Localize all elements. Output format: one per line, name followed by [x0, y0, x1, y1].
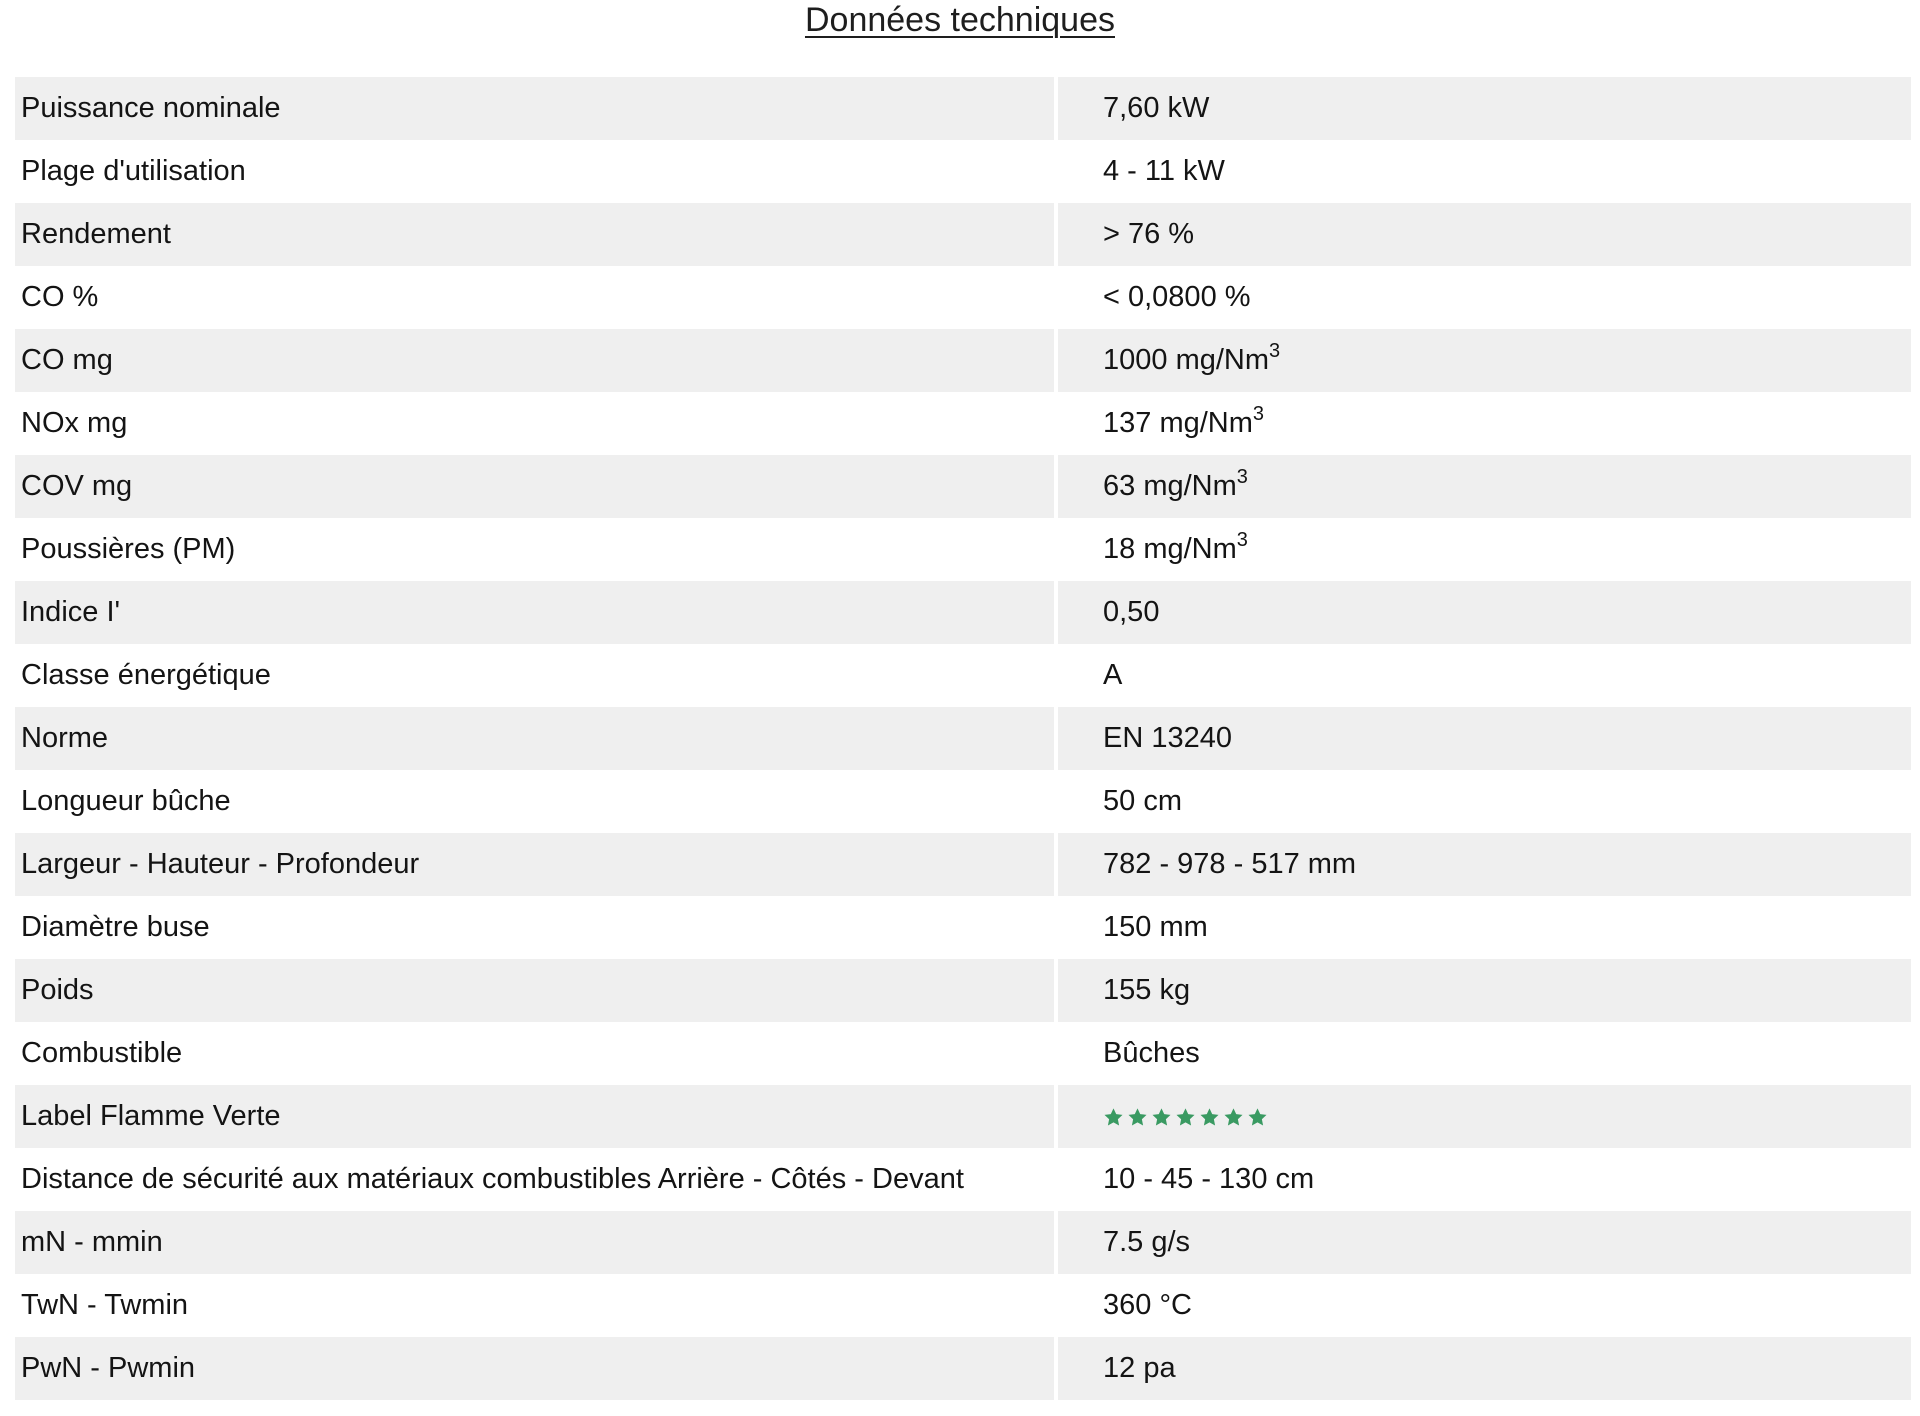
spec-label: Longueur bûche	[15, 770, 1056, 833]
spec-label: Classe énergétique	[15, 644, 1056, 707]
spec-label: Plage d'utilisation	[15, 140, 1056, 203]
spec-value-cell	[1056, 518, 1911, 581]
spec-label: Poids	[15, 959, 1056, 1022]
table-body	[15, 77, 1911, 1400]
spec-value-cell	[1056, 1211, 1911, 1274]
spec-label: Poussières (PM)	[15, 518, 1056, 581]
spec-value: > 76 %	[1103, 218, 1195, 250]
table-row	[15, 203, 1911, 266]
spec-label: NOx mg	[15, 392, 1056, 455]
spec-label: mN - mmin	[15, 1211, 1056, 1274]
page-title: Données techniques	[804, 1, 1115, 39]
spec-value: 137 mg/Nm	[1103, 407, 1253, 439]
star-icon	[1127, 1107, 1148, 1128]
table-row	[15, 581, 1911, 644]
spec-value-cell	[1056, 1085, 1911, 1148]
table-row	[15, 77, 1911, 140]
table-row	[15, 896, 1911, 959]
table-row	[15, 644, 1911, 707]
spec-value: 1000 mg/Nm	[1103, 344, 1270, 376]
table-row	[15, 1022, 1911, 1085]
spec-value: A	[1103, 659, 1123, 691]
spec-value: Bûches	[1103, 1037, 1200, 1069]
spec-label: COV mg	[15, 455, 1056, 518]
table-row	[15, 392, 1911, 455]
flamme-verte-rating	[1103, 1107, 1268, 1128]
spec-label: PwN - Pwmin	[15, 1337, 1056, 1400]
table-row	[15, 140, 1911, 203]
star-icon	[1175, 1107, 1196, 1128]
table-row	[15, 770, 1911, 833]
spec-label: Norme	[15, 707, 1056, 770]
spec-value: 18 mg/Nm	[1103, 533, 1237, 565]
spec-value-cell	[1056, 329, 1911, 392]
spec-value-cell	[1056, 644, 1911, 707]
spec-label: Rendement	[15, 203, 1056, 266]
technical-data-table	[15, 77, 1911, 1400]
spec-value-cell	[1056, 959, 1911, 1022]
spec-value: 150 mm	[1103, 911, 1208, 943]
spec-value: 10 - 45 - 130 cm	[1103, 1163, 1315, 1195]
spec-value-cell	[1056, 455, 1911, 518]
table-row	[15, 1211, 1911, 1274]
spec-value: 7,60 kW	[1103, 92, 1210, 124]
star-icon	[1223, 1107, 1244, 1128]
table-row	[15, 1085, 1911, 1148]
table-row	[15, 1148, 1911, 1211]
table-row	[15, 329, 1911, 392]
spec-value: 782 - 978 - 517 mm	[1103, 848, 1357, 880]
spec-value-cell	[1056, 833, 1911, 896]
spec-value: 0,50	[1103, 596, 1160, 628]
spec-label: Largeur - Hauteur - Profondeur	[15, 833, 1056, 896]
unit-exponent: 3	[1252, 403, 1265, 425]
star-icon	[1199, 1107, 1220, 1128]
spec-label: Indice I'	[15, 581, 1056, 644]
spec-label: Diamètre buse	[15, 896, 1056, 959]
spec-value-cell	[1056, 707, 1911, 770]
spec-value: 360 °C	[1103, 1289, 1192, 1321]
spec-value-cell	[1056, 266, 1911, 329]
spec-value-cell	[1056, 1148, 1911, 1211]
table-row	[15, 518, 1911, 581]
spec-value-cell	[1056, 77, 1911, 140]
star-icon	[1103, 1107, 1124, 1128]
spec-value-cell	[1056, 1337, 1911, 1400]
unit-exponent: 3	[1269, 340, 1281, 362]
spec-label: CO %	[15, 266, 1056, 329]
spec-value-cell	[1056, 203, 1911, 266]
spec-value: < 0,0800 %	[1103, 281, 1251, 313]
star-icon	[1247, 1107, 1268, 1128]
spec-value-cell	[1056, 770, 1911, 833]
table-row	[15, 1274, 1911, 1337]
table-row	[15, 707, 1911, 770]
unit-exponent: 3	[1236, 466, 1248, 488]
spec-label: TwN - Twmin	[15, 1274, 1056, 1337]
table-row	[15, 266, 1911, 329]
spec-value-cell	[1056, 581, 1911, 644]
table-row	[15, 1337, 1911, 1400]
spec-value: 50 cm	[1103, 785, 1182, 817]
spec-value: 7.5 g/s	[1103, 1226, 1191, 1258]
spec-value: 12 pa	[1103, 1352, 1176, 1384]
star-icon	[1151, 1107, 1172, 1128]
unit-exponent: 3	[1236, 529, 1248, 551]
spec-value-cell	[1056, 1274, 1911, 1337]
spec-label: Combustible	[15, 1022, 1056, 1085]
spec-label: Puissance nominale	[15, 77, 1056, 140]
spec-value: 4 - 11 kW	[1103, 155, 1225, 187]
spec-label: CO mg	[15, 329, 1056, 392]
spec-value-cell	[1056, 1022, 1911, 1085]
spec-value: EN 13240	[1103, 722, 1232, 754]
spec-label: Label Flamme Verte	[15, 1085, 1056, 1148]
table-row	[15, 833, 1911, 896]
spec-value: 63 mg/Nm	[1103, 470, 1237, 502]
spec-value-cell	[1056, 896, 1911, 959]
table-row	[15, 959, 1911, 1022]
spec-value-cell	[1056, 140, 1911, 203]
spec-label: Distance de sécurité aux matériaux combustibles Arrière - Côtés - Devant	[15, 1148, 1056, 1211]
spec-value: 155 kg	[1103, 974, 1191, 1006]
table-row	[15, 455, 1911, 518]
spec-value-cell	[1056, 392, 1911, 455]
